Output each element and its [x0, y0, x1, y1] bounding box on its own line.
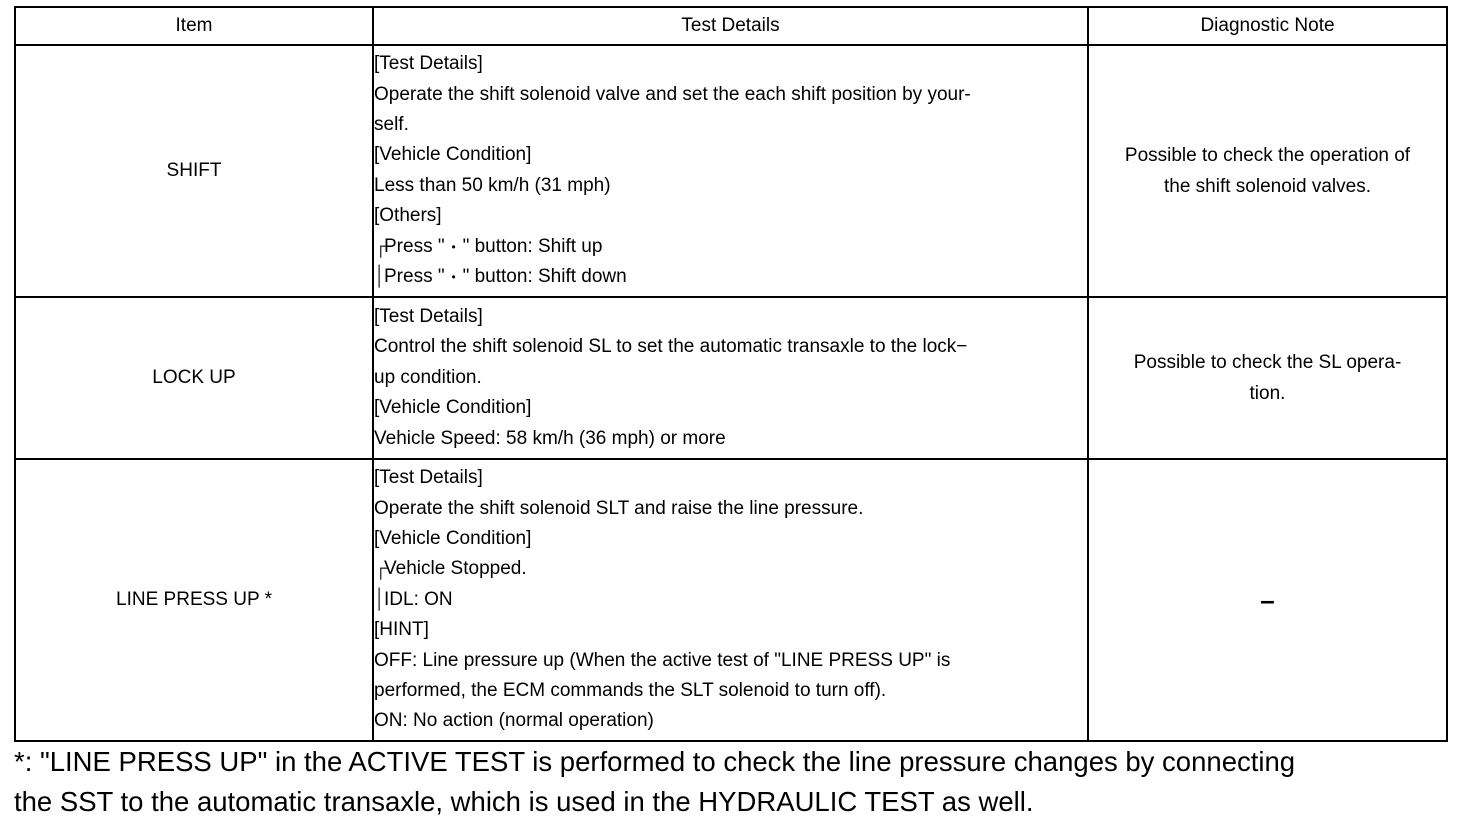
detail-text: Vehicle Stopped. [384, 558, 527, 580]
detail-line: Operate the shift solenoid SLT and raise the line pressure. [374, 497, 864, 519]
note-shift [1088, 45, 1447, 297]
header-row [15, 7, 1447, 45]
header-item: Item [15, 7, 373, 45]
detail-line: self. [374, 113, 409, 135]
footnote-line: *: "LINE PRESS UP" in the ACTIVE TEST is performed to check the line pressure changes by connecting [14, 746, 1296, 777]
footnote [14, 742, 1454, 822]
note-line: Possible to check the operation of [1124, 145, 1411, 166]
details-line-press-up [373, 459, 1088, 741]
detail-line: Control the shift solenoid SL to set the automatic transaxle to the lock− [374, 336, 968, 358]
details-lock-up [373, 297, 1088, 459]
note-lock-up [1088, 297, 1447, 459]
note-line: the shift solenoid valves. [1163, 176, 1371, 197]
detail-line: [Test Details] [374, 53, 483, 75]
detail-line: [Vehicle Condition] [374, 144, 532, 166]
note-line: Possible to check the SL opera- [1133, 352, 1402, 373]
item-lock-up: LOCK UP [15, 297, 373, 459]
bracket-mark: ┌ [374, 558, 388, 580]
table-row [15, 459, 1447, 741]
detail-line: [Test Details] [374, 467, 483, 489]
up-button-icon: • [451, 239, 456, 254]
detail-line: Less than 50 km/h (31 mph) [374, 174, 611, 196]
detail-text: Press " [384, 266, 445, 288]
detail-line: Operate the shift solenoid valve and set the each shift position by your- [374, 83, 971, 105]
note-line-press-up: – [1088, 459, 1447, 741]
item-shift: SHIFT [15, 45, 373, 297]
detail-line: Vehicle Speed: 58 km/h (36 mph) or more [374, 427, 726, 449]
detail-line [374, 585, 1087, 615]
note-line: tion. [1249, 383, 1286, 404]
detail-text: " button: Shift up [462, 235, 603, 257]
detail-line: performed, the ECM commands the SLT solenoid to turn off). [374, 680, 887, 702]
detail-line: [Vehicle Condition] [374, 527, 532, 549]
detail-text: " button: Shift down [462, 266, 627, 288]
detail-text: Press " [384, 235, 445, 257]
details-shift [373, 45, 1088, 297]
detail-line: [Others] [374, 205, 442, 227]
bracket-mark: │ [374, 266, 386, 288]
item-line-press-up: LINE PRESS UP * [15, 459, 373, 741]
table-row [15, 45, 1447, 297]
detail-line: ON: No action (normal operation) [374, 710, 654, 732]
detail-line-shift-up [374, 232, 1087, 263]
detail-line [374, 554, 1087, 584]
bracket-mark: │ [374, 588, 386, 610]
detail-line: up condition. [374, 366, 482, 388]
bracket-mark: ┌ [374, 235, 388, 257]
table-row [15, 297, 1447, 459]
detail-text: IDL: ON [384, 588, 453, 610]
detail-line-shift-down [374, 262, 1087, 293]
header-test-details: Test Details [373, 7, 1088, 45]
active-test-table [14, 6, 1448, 742]
detail-line: [HINT] [374, 619, 429, 641]
detail-line: [Vehicle Condition] [374, 397, 532, 419]
down-button-icon: • [451, 270, 456, 285]
footnote-line: the SST to the automatic transaxle, which is used in the HYDRAULIC TEST as well. [14, 786, 1034, 817]
header-diagnostic-note: Diagnostic Note [1088, 7, 1447, 45]
detail-line: OFF: Line pressure up (When the active test of "LINE PRESS UP" is [374, 649, 951, 671]
detail-line: [Test Details] [374, 305, 483, 327]
